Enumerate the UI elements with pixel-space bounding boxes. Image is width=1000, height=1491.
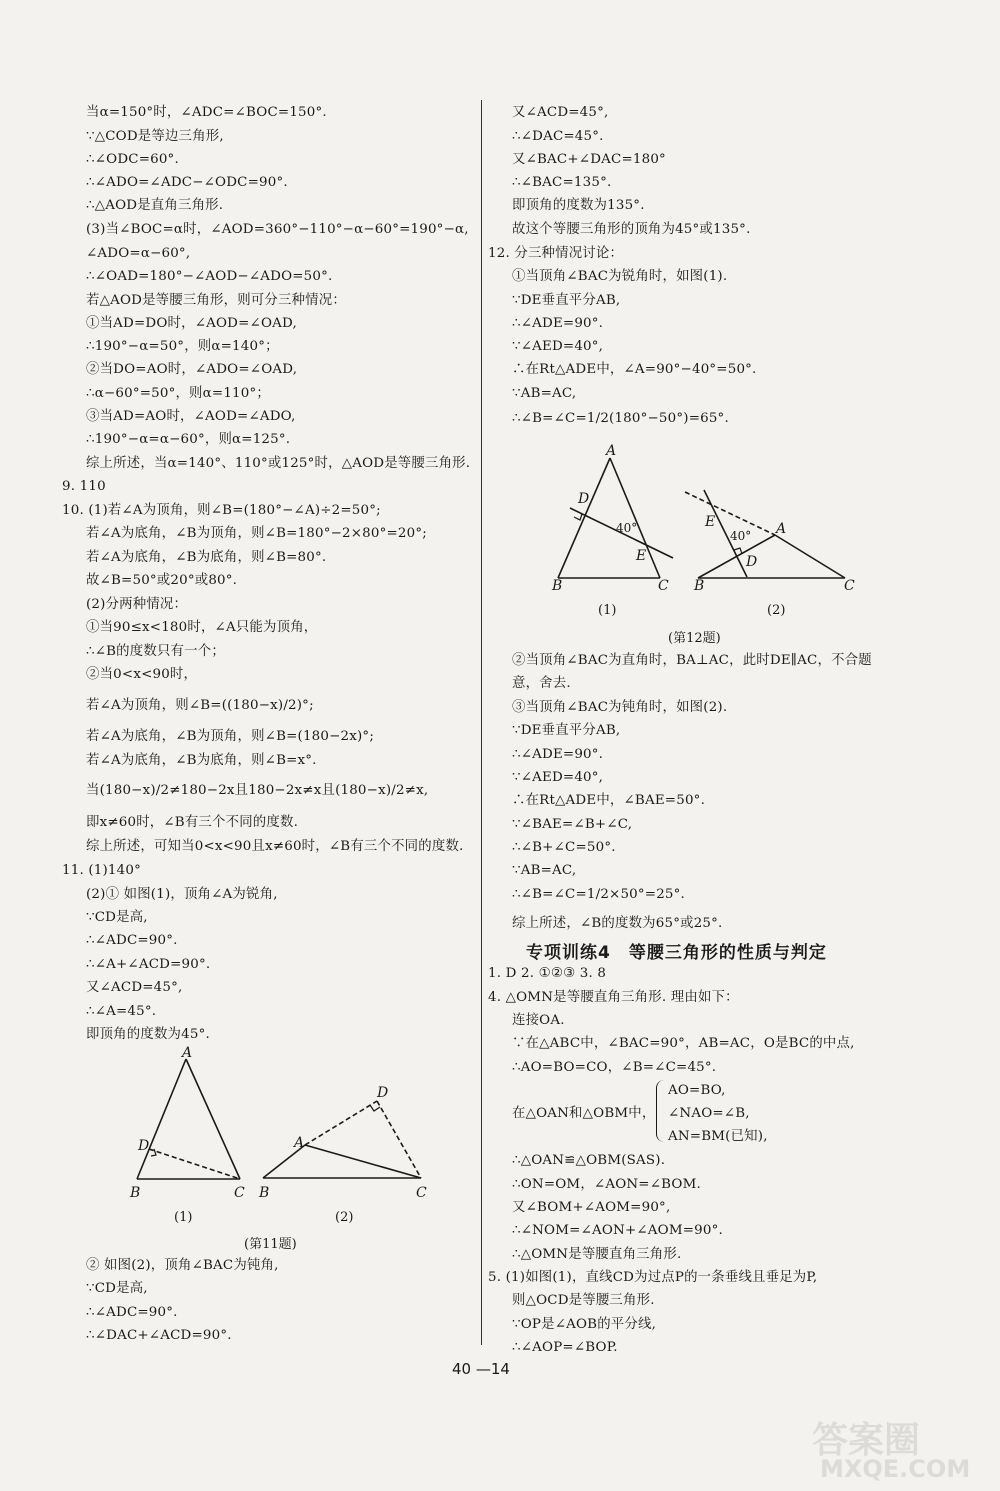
answer-12: 12. 分三种情况讨论： xyxy=(488,246,624,261)
figure-11-triangle-2 xyxy=(263,1101,421,1178)
text-line: 若∠A为底角，∠B为底角，则∠B=x°. xyxy=(86,753,317,768)
figure-12 xyxy=(540,440,870,600)
text-line: ∴△AOD是直角三角形. xyxy=(86,198,224,213)
figure-12-subcaption-2: (2) xyxy=(767,603,786,618)
text-line: ∴190°−α=50°，则α=140°； xyxy=(86,339,279,354)
figure-11-caption: (第11题) xyxy=(244,1237,297,1252)
figure-11-subcaption-2: (2) xyxy=(335,1210,354,1225)
label-b: B xyxy=(694,578,705,594)
text-line: (2)分两种情况： xyxy=(86,597,188,612)
text-line: ∴△OAN≌△OBM(SAS). xyxy=(512,1153,666,1168)
label-d: D xyxy=(578,491,590,507)
label-c: C xyxy=(844,578,855,594)
text-line: ∴190°−α=α−60°，则α=125°. xyxy=(86,432,291,447)
system-line-2: ∠NAO=∠B, xyxy=(668,1106,750,1121)
text-line: ∴∠AOP=∠BOP. xyxy=(512,1340,618,1355)
figure-12-triangle-1 xyxy=(558,458,673,578)
text-line: ∵DE垂直平分AB, xyxy=(512,723,621,738)
text-line: ∵CD是高, xyxy=(86,910,148,925)
label-c: C xyxy=(658,578,669,594)
text-line: ∴∠A+∠ACD=90°. xyxy=(86,957,211,972)
label-d: D xyxy=(377,1085,389,1101)
answer-9: 9. 110 xyxy=(62,479,106,494)
text-line: ② 如图(2)，顶角∠BAC为钝角, xyxy=(86,1258,279,1273)
system-line-3: AN=BM(已知), xyxy=(668,1129,768,1144)
text-line: ∴∠OAD=180°−∠AOD−∠ADO=50°. xyxy=(86,269,333,284)
text-line: 即x≠60时，∠B有三个不同的度数. xyxy=(86,815,299,830)
text-line: ∴△OMN是等腰直角三角形. xyxy=(512,1247,682,1262)
text-line: ∴∠ADC=90°. xyxy=(86,933,178,948)
text-line: ∵∠AED=40°, xyxy=(512,770,604,785)
label-a: A xyxy=(182,1045,193,1061)
answer-5: 5. (1)如图(1)，直线CD为过点P的一条垂线且垂足为P, xyxy=(488,1270,818,1285)
text-line: ∠ADO=α−60°, xyxy=(86,246,191,261)
label-d: D xyxy=(138,1138,150,1154)
angle-label: 40° xyxy=(730,529,752,543)
watermark-logo: 答案圈 xyxy=(812,1420,921,1461)
text-line: ∴∠ADC=90°. xyxy=(86,1305,178,1320)
label-a: A xyxy=(606,443,617,459)
text-line: 综上所述，可知当0<x<90且x≠60时，∠B有三个不同的度数. xyxy=(86,839,464,854)
text-line: ∴∠B=∠C=1/2×50°=25°. xyxy=(512,887,686,902)
answer-11: 11. (1)140° xyxy=(62,863,141,878)
text-line: ∴∠DAC+∠ACD=90°. xyxy=(86,1328,232,1343)
text-line: ∵OP是∠AOB的平分线, xyxy=(512,1317,657,1332)
column-divider xyxy=(481,100,482,1345)
figure-11 xyxy=(120,1045,440,1200)
text-line: 故∠B=50°或20°或80°. xyxy=(86,573,238,588)
text-line: 若∠A为底角，∠B为底角，则∠B=80°. xyxy=(86,550,327,565)
text-line: 若∠A为底角，∠B为顶角，则∠B=(180−2x)°; xyxy=(86,729,375,744)
answers-1-3: 1. D 2. ①②③ 3. 8 xyxy=(488,966,607,981)
figure-12-caption: (第12题) xyxy=(668,631,721,646)
text-line: (2)① 如图(1)，顶角∠A为锐角, xyxy=(86,887,278,902)
text-line: ∴ON=OM，∠AON=∠BOM. xyxy=(512,1177,701,1192)
label-b: B xyxy=(130,1185,141,1200)
label-a: A xyxy=(776,521,787,537)
text-line: ∴∠ADE=90°. xyxy=(512,747,604,762)
text-line: ③当AD=AO时，∠AOD=∠ADO, xyxy=(86,409,296,424)
text-line: ∴∠ADE=90°. xyxy=(512,316,604,331)
text-line: ∴∠B的度数只有一个； xyxy=(86,644,225,659)
text-line: 即顶角的度数为45°. xyxy=(86,1027,210,1042)
text-line: 在△OAN和△OBM中， xyxy=(512,1106,656,1121)
section-heading: 专项训练4 等腰三角形的性质与判定 xyxy=(526,943,827,963)
page-number: 40 —14 xyxy=(452,1360,510,1378)
text-line: ∴AO=BO=CO，∠B=∠C=45°. xyxy=(512,1060,717,1075)
text-line: 意，舍去. xyxy=(512,676,571,691)
watermark-url: MXQE.COM xyxy=(820,1455,971,1483)
text-line: ∵△COD是等边三角形, xyxy=(86,129,224,144)
text-line: 若∠A为底角，∠B为顶角，则∠B=180°−2×80°=20°; xyxy=(86,526,427,541)
text-line: 又∠BAC+∠DAC=180° xyxy=(512,152,666,167)
text-line: ∴∠B=∠C=1/2(180°−50°)=65°. xyxy=(512,411,729,426)
label-b: B xyxy=(259,1185,270,1200)
text-line: ∴∠B+∠C=50°. xyxy=(512,840,616,855)
text-line: 即顶角的度数为135°. xyxy=(512,198,645,213)
label-b: B xyxy=(552,578,563,594)
text-line: 连接OA. xyxy=(512,1013,565,1028)
figure-11-triangle-1 xyxy=(137,1059,240,1179)
text-line: ∴∠DAC=45°. xyxy=(512,129,604,144)
figure-11-subcaption-1: (1) xyxy=(174,1210,193,1225)
label-d: D xyxy=(746,554,758,570)
text-line: 综上所述，∠B的度数为65°或25°. xyxy=(512,916,723,931)
text-line: 则△OCD是等腰三角形. xyxy=(512,1293,655,1308)
label-e: E xyxy=(705,514,716,530)
text-line: ∵CD是高, xyxy=(86,1281,148,1296)
text-line: ∴∠BAC=135°. xyxy=(512,175,612,190)
text-line: ∴在Rt△ADE中，∠BAE=50°. xyxy=(512,793,706,808)
text-line: ①当顶角∠BAC为锐角时，如图(1). xyxy=(512,269,728,284)
text-line: ③当顶角∠BAC为钝角时，如图(2). xyxy=(512,700,728,715)
text-line: (3)当∠BOC=α时，∠AOD=360°−110°−α−60°=190°−α, xyxy=(86,222,469,237)
text-line: 若∠A为顶角，则∠B=((180−x)/2)°; xyxy=(86,698,314,713)
angle-label: 40° xyxy=(616,521,638,535)
label-e: E xyxy=(636,548,647,564)
text-line: ∴∠A=45°. xyxy=(86,1004,157,1019)
text-line: 综上所述，当α=140°、110°或125°时，△AOD是等腰三角形. xyxy=(86,456,471,471)
text-line: ①当90≤x<180时，∠A只能为顶角， xyxy=(86,620,318,635)
text-line: 当α=150°时，∠ADC=∠BOC=150°. xyxy=(86,105,327,120)
text-line: 又∠ACD=45°, xyxy=(512,105,609,120)
system-line-1: AO=BO, xyxy=(668,1083,726,1098)
text-line: ∵∠AED=40°, xyxy=(512,339,604,354)
text-line: ②当DO=AO时，∠ADO=∠OAD, xyxy=(86,362,298,377)
text-line: 又∠ACD=45°, xyxy=(86,980,183,995)
label-a: A xyxy=(294,1135,305,1151)
text-line: 又∠BOM+∠AOM=90°, xyxy=(512,1200,671,1215)
text-line: ∵DE垂直平分AB, xyxy=(512,293,621,308)
text-line: ∵∠BAE=∠B+∠C, xyxy=(512,817,633,832)
text-line: 若△AOD是等腰三角形，则可分三种情况： xyxy=(86,293,346,308)
text-line: ∴∠NOM=∠AON+∠AOM=90°. xyxy=(512,1223,723,1238)
text-line: ∴在Rt△ADE中，∠A=90°−40°=50°. xyxy=(512,362,757,377)
figure-12-triangle-2 xyxy=(685,490,845,578)
text-line: ∴∠ODC=60°. xyxy=(86,152,179,167)
text-line: ∵AB=AC, xyxy=(512,386,577,401)
text-line: ∴α−60°=50°，则α=110°； xyxy=(86,386,270,401)
text-line: ∵AB=AC, xyxy=(512,863,577,878)
brace xyxy=(656,1080,665,1142)
text-line: ∵在△ABC中，∠BAC=90°，AB=AC，O是BC的中点, xyxy=(512,1036,855,1051)
text-line: ②当顶角∠BAC为直角时，BA⊥AC，此时DE∥AC，不合题 xyxy=(512,653,872,668)
text-line: ②当0<x<90时， xyxy=(86,667,198,682)
answer-10: 10. (1)若∠A为顶角，则∠B=(180°−∠A)÷2=50°; xyxy=(62,503,381,518)
figure-12-subcaption-1: (1) xyxy=(598,603,617,618)
text-line: ①当AD=DO时，∠AOD=∠OAD, xyxy=(86,316,297,331)
answer-4: 4. △OMN是等腰直角三角形. 理由如下： xyxy=(488,990,739,1005)
label-c: C xyxy=(234,1185,245,1200)
text-line: ∴∠ADO=∠ADC−∠ODC=90°. xyxy=(86,175,288,190)
label-c: C xyxy=(416,1185,427,1200)
text-line: 故这个等腰三角形的顶角为45°或135°. xyxy=(512,222,751,237)
text-line: 当(180−x)/2≠180−2x且180−2x≠x且(180−x)/2≠x, xyxy=(86,783,429,798)
